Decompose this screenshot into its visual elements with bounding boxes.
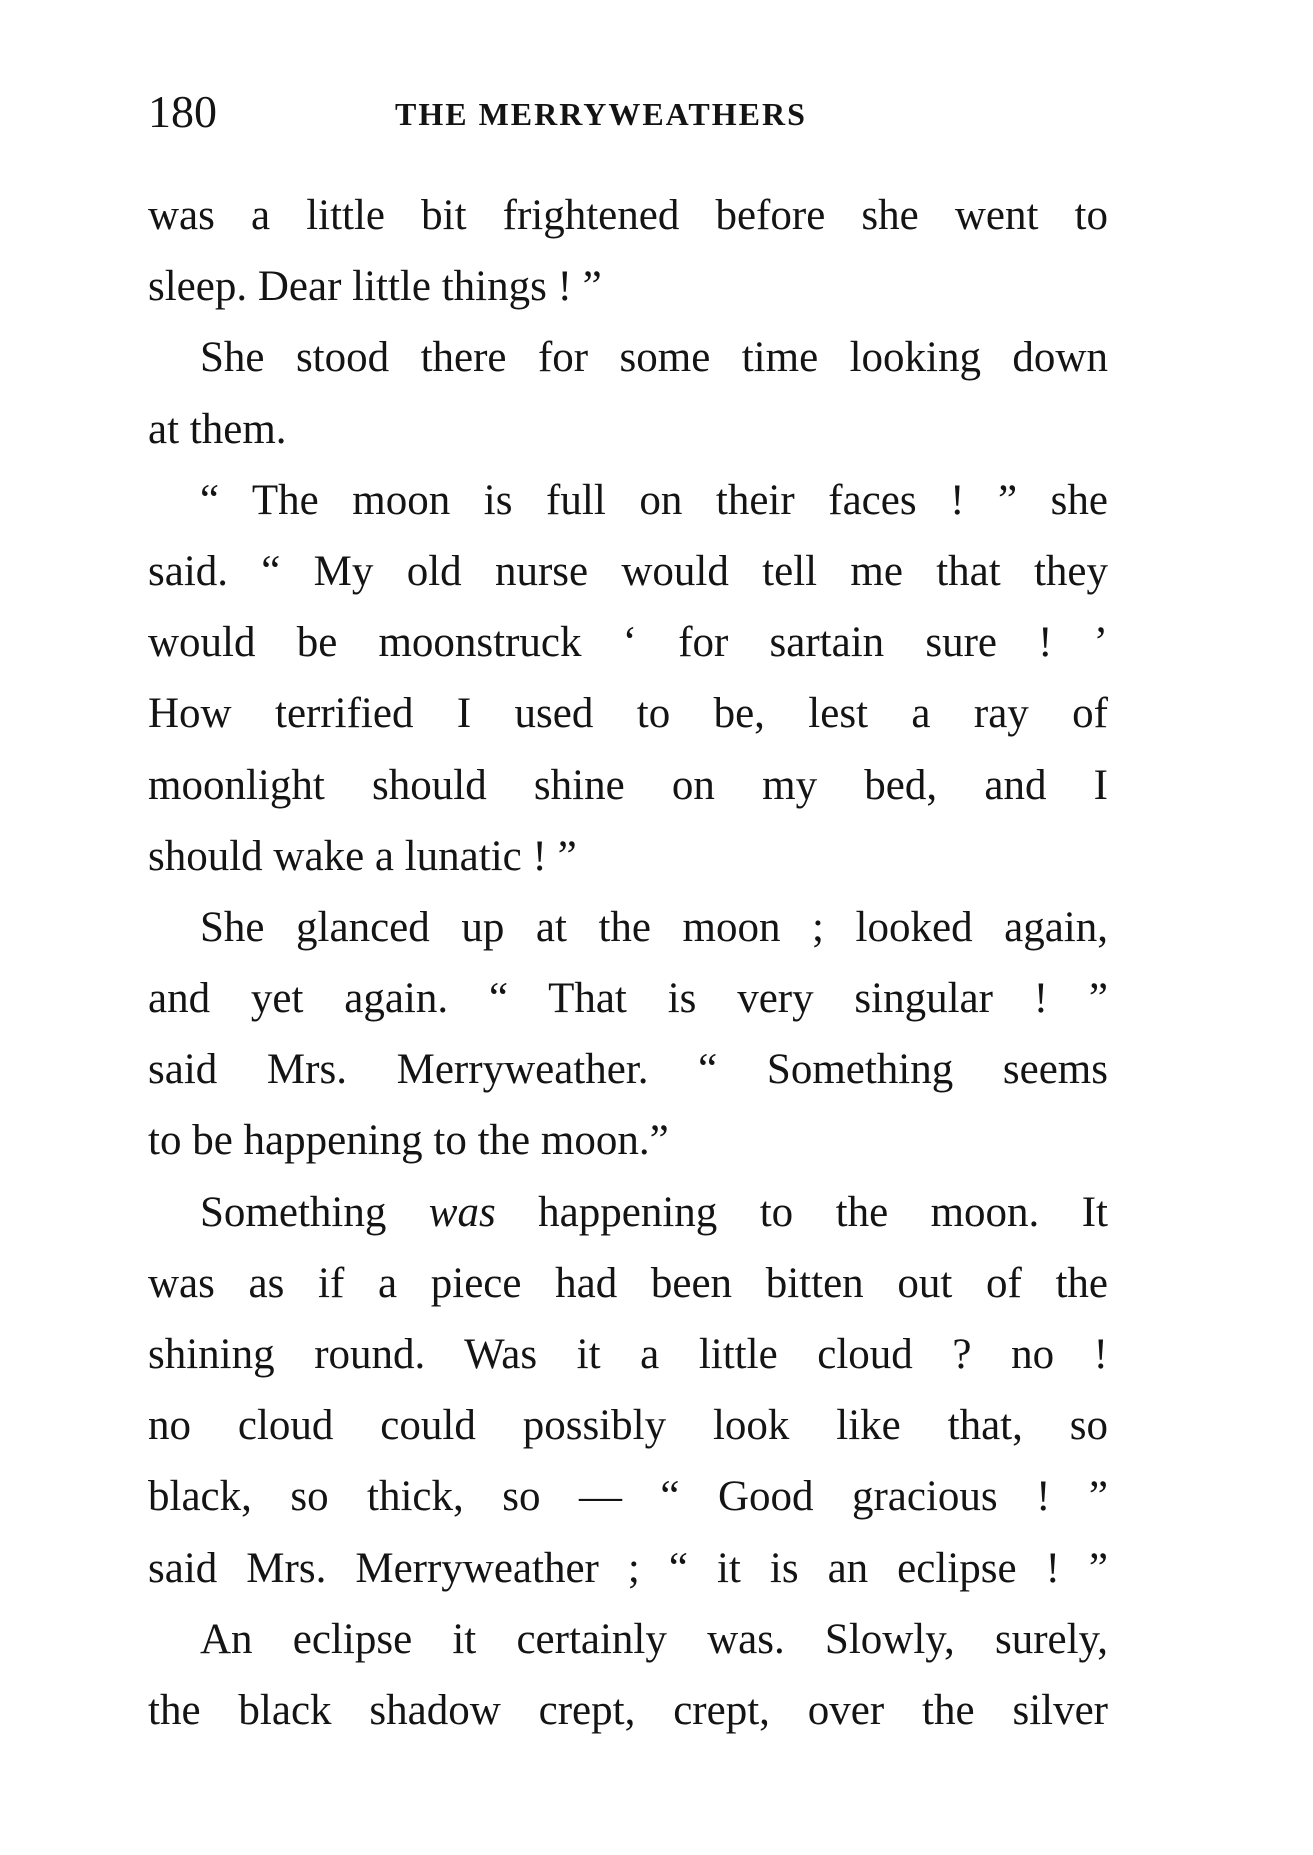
text-line: at them. (148, 405, 287, 453)
text-line: An eclipse it certainly was. Slowly, surely, (200, 1615, 1108, 1663)
page-number: 180 (148, 86, 217, 137)
text-line: would be moonstruck ‘ for sartain sure ! ’ (148, 619, 1108, 667)
text-line: black, so thick, so — “ Good gracious ! ” (148, 1473, 1108, 1521)
text-line: should wake a lunatic ! ” (148, 832, 577, 880)
text-line: sleep. Dear little things ! ” (148, 263, 602, 311)
text-line: “ The moon is full on their faces ! ” she (200, 476, 1108, 524)
text-line: How terrified I used to be, lest a ray of (148, 690, 1108, 738)
text-line: and yet again. “ That is very singular ! ” (148, 975, 1108, 1023)
text-line: Something was happening to the moon. It (200, 1188, 1109, 1236)
text-line: to be happening to the moon.” (148, 1117, 669, 1165)
text-line: shining round. Was it a little cloud ? no ! (148, 1331, 1108, 1378)
text-line: She stood there for some time looking down (200, 334, 1108, 382)
text-line: was as if a piece had been bitten out of the (148, 1259, 1108, 1307)
text-line: said Mrs. Merryweather ; “ it is an eclipse ! ” (148, 1544, 1108, 1592)
text-line: said Mrs. Merryweather. “ Something seems (148, 1046, 1108, 1094)
text-line: said. “ My old nurse would tell me that they (148, 547, 1108, 595)
page-header (148, 82, 1108, 142)
text-line: no cloud could possibly look like that, so (148, 1402, 1108, 1450)
body-text (148, 180, 1108, 1746)
running-head: THE MERRYWEATHERS (395, 96, 807, 132)
emphasis: was (428, 1188, 496, 1236)
text-line: was a little bit frightened before she went to (148, 192, 1108, 239)
text-line: moonlight should shine on my bed, and I (148, 761, 1108, 809)
text-line: the black shadow crept, crept, over the silver (148, 1686, 1108, 1734)
text-line: She glanced up at the moon ; looked again, (200, 903, 1108, 951)
